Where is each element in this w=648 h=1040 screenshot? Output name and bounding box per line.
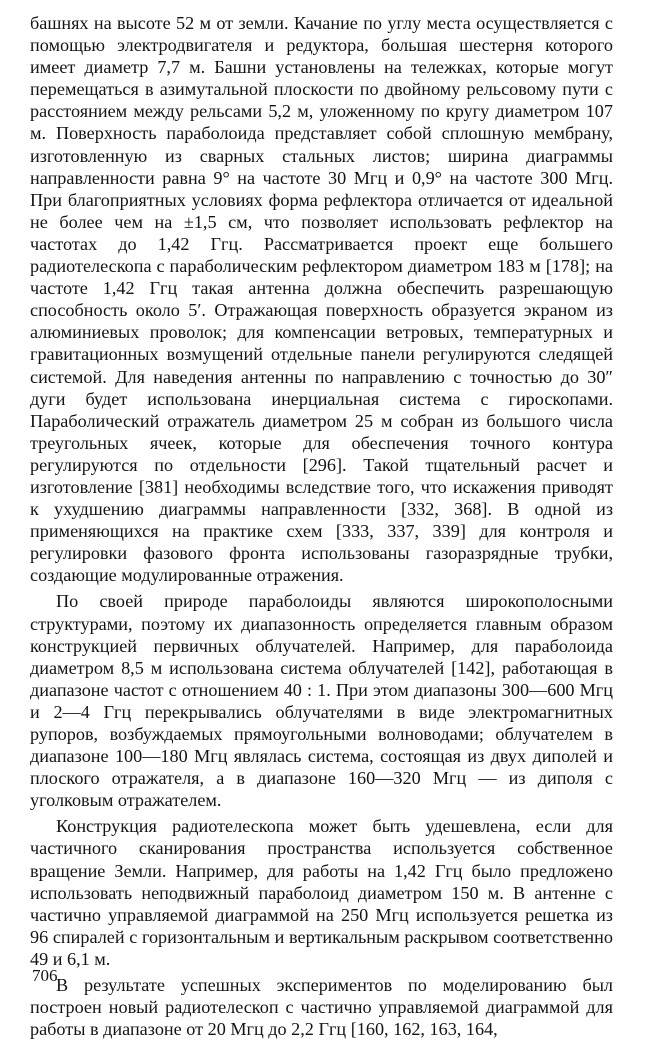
page-number: 706 — [32, 966, 58, 985]
paragraph-2: По своей природе параболоиды являются широкополосными структурами, поэтому их диапазонность определяется главным образом конструкцией первичных облучателей. Например, для параболоида диаметром 8,5 м использована система облучателей [142], работающая в диапазоне частот с отношением 40 : 1. При этом диапазоны 300—600 Мгц и 2—4 Ггц перекрывались облучателями в виде электромагнитных рупоров, возбуждаемых прямоугольными волноводами; облучателем в диапазоне 100—180 Мгц являлась система, состоящая из двух диполей и плоского отражателя, а в диапазоне 160—320 Мгц — из диполя с уголковым отражателем. — [30, 591, 613, 811]
paragraph-4: В результате успешных экспериментов по моделированию был построен новый радиотелескоп с частично управляемой диаграммой для работы в диапазоне от 20 Мгц до 2,2 Ггц [160, 162, 163, 164, — [30, 975, 613, 1040]
page-body — [30, 12, 613, 1040]
paragraph-3: Конструкция радиотелескопа может быть удешевлена, если для частичного сканирования пространства используется собственное вращение Земли. Например, для работы на 1,42 Ггц было предложено использовать неподвижный параболоид диаметром 150 м. В антенне с частично управляемой диаграммой на 250 Мгц используется решетка из 96 спиралей с горизонтальным и вертикальным раскрывом соответственно 49 и 6,1 м. — [30, 816, 613, 969]
paragraph-1: башнях на высоте 52 м от земли. Качание по углу места осуществляется с помощью электродвигателя и редуктора, большая шестерня которого имеет диаметр 7,7 м. Башни установлены на тележках, которые могут перемещаться в азимутальной плоскости по двойному рельсовому пути с расстоянием между рельсами 5,2 м, уложенному по кругу диаметром 107 м. Поверхность параболоида представляет собой сплошную мембрану, изготовленную из сварных стальных листов; ширина диаграммы направленности равна 9° на частоте 30 Мгц и 0,9° на частоте 300 Мгц. При благоприятных условиях форма рефлектора отличается от идеальной не более чем на ±1,5 см, что позволяет использовать рефлектор на частотах до 1,42 Ггц. Рассматривается проект еще большего радиотелескопа с параболическим рефлектором диаметром 183 м [178]; на частоте 1,42 Ггц такая антенна должна обеспечить разрешающую способность около 5′. Отражающая поверхность образуется экраном из алюминиевых проволок; для компенсации ветровых, температурных и гравитационных возмущений отдельные панели регулируются следящей системой. Для наведения антенны по направлению с точностью до 30″ дуги будет использована инерциальная система с гироскопами. Параболический отражатель диаметром 25 м собран из большого числа треугольных ячеек, которые для обеспечения точного контура регулируются по отдельности [296]. Такой тщательный расчет и изготовление [381] необходимы вследствие того, что искажения приводят к ухудшению диаграммы направленности [332, 368]. В одной из применяющихся на практике схем [333, 337, 339] для контроля и регулировки фазового фронта использованы газоразрядные трубки, создающие модулированные отражения. — [30, 13, 613, 586]
